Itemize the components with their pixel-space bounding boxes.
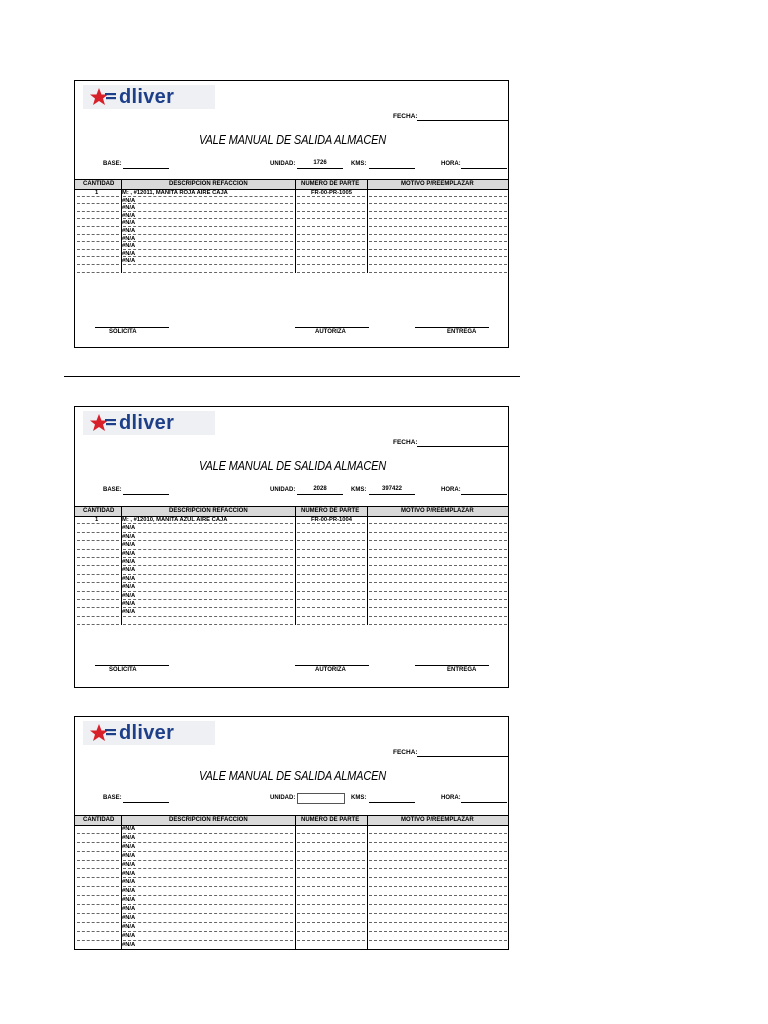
table-row	[75, 932, 509, 941]
descripcion-cell[interactable]: #N/A	[122, 542, 136, 549]
logo-text: dliver	[119, 85, 175, 108]
star-icon	[87, 87, 117, 107]
table-row	[75, 617, 509, 625]
descripcion-cell[interactable]: #N/A	[122, 550, 136, 557]
table-row	[75, 914, 509, 923]
col-numero-parte: NÚMERO DE PARTE	[301, 508, 360, 514]
table-row	[75, 257, 509, 265]
kms-field[interactable]	[369, 160, 415, 169]
descripcion-cell[interactable]: #N/A	[122, 861, 136, 868]
descripcion-cell[interactable]: M: , #12010, MANITA AZUL AIRE CAJA	[122, 517, 228, 523]
col-descripcion: DESCRIPCIÓN REFACCIÓN	[169, 181, 248, 187]
table-row	[75, 227, 509, 235]
signature-label-entrega: ENTREGA	[447, 329, 477, 335]
col-motivo: MOTIVO P/REEMPLAZAR	[401, 181, 474, 187]
table-row	[75, 265, 509, 273]
descripcion-cell[interactable]: #N/A	[122, 826, 136, 832]
descripcion-cell[interactable]: #N/A	[122, 879, 136, 886]
table-row	[75, 600, 509, 608]
descripcion-cell[interactable]: #N/A	[122, 525, 136, 532]
unidad-field[interactable]: 2028	[297, 486, 343, 495]
row-rule	[369, 272, 507, 273]
kms-label: KMS:	[351, 161, 367, 167]
form-title: VALE MANUAL DE SALIDA ALMACEN	[198, 769, 387, 783]
table-row	[75, 235, 509, 243]
hora-label: HORA:	[441, 795, 461, 801]
row-rule	[297, 624, 365, 625]
table-row	[75, 541, 509, 549]
col-numero-parte: NÚMERO DE PARTE	[301, 817, 360, 823]
base-field[interactable]	[123, 160, 169, 169]
signature-label-autoriza: AUTORIZA	[315, 667, 346, 673]
descripcion-cell[interactable]: #N/A	[122, 915, 136, 921]
descripcion-cell[interactable]: #N/A	[122, 870, 136, 877]
descripcion-cell[interactable]: #N/A	[122, 584, 136, 591]
kms-field[interactable]	[369, 794, 415, 803]
table-row	[75, 189, 509, 197]
col-descripcion: DESCRIPCIÓN REFACCIÓN	[169, 817, 248, 823]
cantidad-cell[interactable]: 1	[95, 190, 99, 196]
row-rule	[77, 624, 119, 625]
descripcion-cell[interactable]: #N/A	[122, 897, 136, 904]
numero-parte-cell[interactable]: FR-00-PR-1004	[311, 517, 352, 523]
base-label: BASE:	[103, 487, 122, 493]
descripcion-cell[interactable]: #N/A	[122, 923, 136, 930]
kms-label: KMS:	[351, 487, 367, 493]
hora-field[interactable]	[461, 794, 507, 803]
table-row	[75, 524, 509, 532]
descripcion-cell[interactable]: #N/A	[122, 932, 136, 939]
row-rule	[77, 272, 119, 273]
kms-label: KMS:	[351, 795, 367, 801]
hora-label: HORA:	[441, 487, 461, 493]
table-row	[75, 608, 509, 616]
page-divider	[64, 376, 520, 377]
form-title: VALE MANUAL DE SALIDA ALMACEN	[198, 459, 387, 473]
table-row	[75, 923, 509, 932]
table-row	[75, 583, 509, 591]
row-rule	[123, 949, 293, 950]
table-row	[75, 242, 509, 250]
col-cantidad: CANTIDAD	[83, 508, 115, 514]
signature-label-solicita: SOLICITA	[109, 329, 137, 335]
table-row	[75, 878, 509, 887]
hora-field[interactable]	[461, 486, 507, 495]
company-logo	[83, 85, 215, 109]
table-row	[75, 861, 509, 870]
descripcion-cell[interactable]: #N/A	[122, 250, 136, 257]
table-row	[75, 834, 509, 843]
hora-field[interactable]	[461, 160, 507, 169]
kms-field[interactable]: 397422	[369, 486, 415, 495]
hora-label: HORA:	[441, 161, 461, 167]
descripcion-cell[interactable]: #N/A	[122, 533, 136, 540]
table-row	[75, 825, 509, 834]
table-row	[75, 870, 509, 879]
star-icon	[87, 413, 117, 433]
descripcion-cell[interactable]: #N/A	[122, 575, 136, 582]
fecha-label: FECHA:	[393, 439, 418, 446]
voucher-form	[74, 406, 509, 688]
logo-text: dliver	[119, 411, 175, 434]
signature-label-entrega: ENTREGA	[447, 667, 477, 673]
signature-line-autoriza[interactable]	[295, 665, 369, 666]
signature-line-entrega[interactable]	[415, 327, 489, 328]
fecha-label: FECHA:	[393, 749, 418, 756]
table-row	[75, 197, 509, 205]
row-rule	[369, 624, 507, 625]
table-row	[75, 887, 509, 896]
descripcion-cell[interactable]: #N/A	[122, 592, 136, 599]
star-icon	[87, 723, 117, 743]
row-rule	[369, 949, 507, 950]
descripcion-cell[interactable]: #N/A	[122, 228, 136, 234]
table-row	[75, 558, 509, 566]
table-row	[75, 941, 509, 950]
col-descripcion: DESCRIPCIÓN REFACCIÓN	[169, 508, 248, 514]
base-field[interactable]	[123, 486, 169, 495]
table-row	[75, 905, 509, 914]
table-row	[75, 212, 509, 220]
numero-parte-cell[interactable]: FR-00-PR-1005	[311, 190, 352, 196]
descripcion-cell[interactable]: #N/A	[122, 906, 136, 913]
unidad-field[interactable]: 1726	[297, 160, 343, 169]
col-numero-parte: NÚMERO DE PARTE	[301, 181, 360, 187]
signature-line-solicita[interactable]	[95, 665, 169, 666]
table-row	[75, 852, 509, 861]
signature-line-entrega[interactable]	[415, 665, 489, 666]
signature-label-solicita: SOLICITA	[109, 667, 137, 673]
col-cantidad: CANTIDAD	[83, 181, 115, 187]
descripcion-cell[interactable]: #N/A	[122, 205, 136, 212]
descripcion-cell[interactable]: #N/A	[122, 243, 136, 250]
logo-text: dliver	[119, 721, 175, 744]
unidad-field[interactable]	[297, 793, 345, 804]
table-row	[75, 516, 509, 524]
voucher-form	[74, 80, 509, 348]
descripcion-cell[interactable]: #N/A	[122, 212, 136, 219]
descripcion-cell[interactable]: #N/A	[122, 609, 136, 616]
signature-line-solicita[interactable]	[95, 327, 169, 328]
table-row	[75, 219, 509, 227]
form-title: VALE MANUAL DE SALIDA ALMACEN	[198, 133, 387, 147]
table-row	[75, 533, 509, 541]
row-rule	[297, 272, 365, 273]
descripcion-cell[interactable]: #N/A	[122, 888, 136, 895]
descripcion-cell[interactable]: #N/A	[122, 197, 136, 204]
company-logo	[83, 411, 215, 435]
cantidad-cell[interactable]: 1	[95, 517, 99, 523]
row-rule	[77, 949, 119, 950]
row-rule	[123, 624, 293, 625]
descripcion-cell[interactable]: #N/A	[122, 567, 136, 574]
fecha-input[interactable]	[417, 439, 509, 447]
voucher-form	[74, 716, 509, 950]
table-row	[75, 843, 509, 852]
signature-label-autoriza: AUTORIZA	[315, 329, 346, 335]
descripcion-cell[interactable]: #N/A	[122, 235, 136, 242]
unidad-label: UNIDAD:	[270, 795, 296, 801]
unidad-label: UNIDAD:	[270, 487, 296, 493]
col-motivo: MOTIVO P/REEMPLAZAR	[401, 817, 474, 823]
signature-line-autoriza[interactable]	[295, 327, 369, 328]
table-row	[75, 896, 509, 905]
col-cantidad: CANTIDAD	[83, 817, 115, 823]
base-label: BASE:	[103, 161, 122, 167]
descripcion-cell[interactable]: #N/A	[122, 220, 136, 227]
table-row	[75, 575, 509, 583]
descripcion-cell[interactable]: M: , #12011, MANITA ROJA AIRE CAJA	[122, 190, 228, 196]
row-rule	[297, 949, 365, 950]
descripcion-cell[interactable]: #N/A	[122, 258, 136, 265]
base-field[interactable]	[123, 794, 169, 803]
company-logo	[83, 721, 215, 745]
descripcion-cell[interactable]: #N/A	[122, 852, 136, 859]
fecha-label: FECHA:	[393, 113, 418, 120]
fecha-input[interactable]	[417, 113, 509, 121]
descripcion-cell[interactable]: #N/A	[122, 601, 136, 607]
table-row	[75, 250, 509, 258]
table-row	[75, 204, 509, 212]
descripcion-cell[interactable]: #N/A	[122, 941, 136, 948]
base-label: BASE:	[103, 795, 122, 801]
table-row	[75, 566, 509, 574]
unidad-label: UNIDAD:	[270, 161, 296, 167]
col-motivo: MOTIVO P/REEMPLAZAR	[401, 508, 474, 514]
row-rule	[123, 272, 293, 273]
descripcion-cell[interactable]: #N/A	[122, 834, 136, 841]
descripcion-cell[interactable]: #N/A	[122, 843, 136, 850]
fecha-input[interactable]	[417, 749, 509, 757]
descripcion-cell[interactable]: #N/A	[122, 559, 136, 565]
table-row	[75, 592, 509, 600]
table-row	[75, 550, 509, 558]
